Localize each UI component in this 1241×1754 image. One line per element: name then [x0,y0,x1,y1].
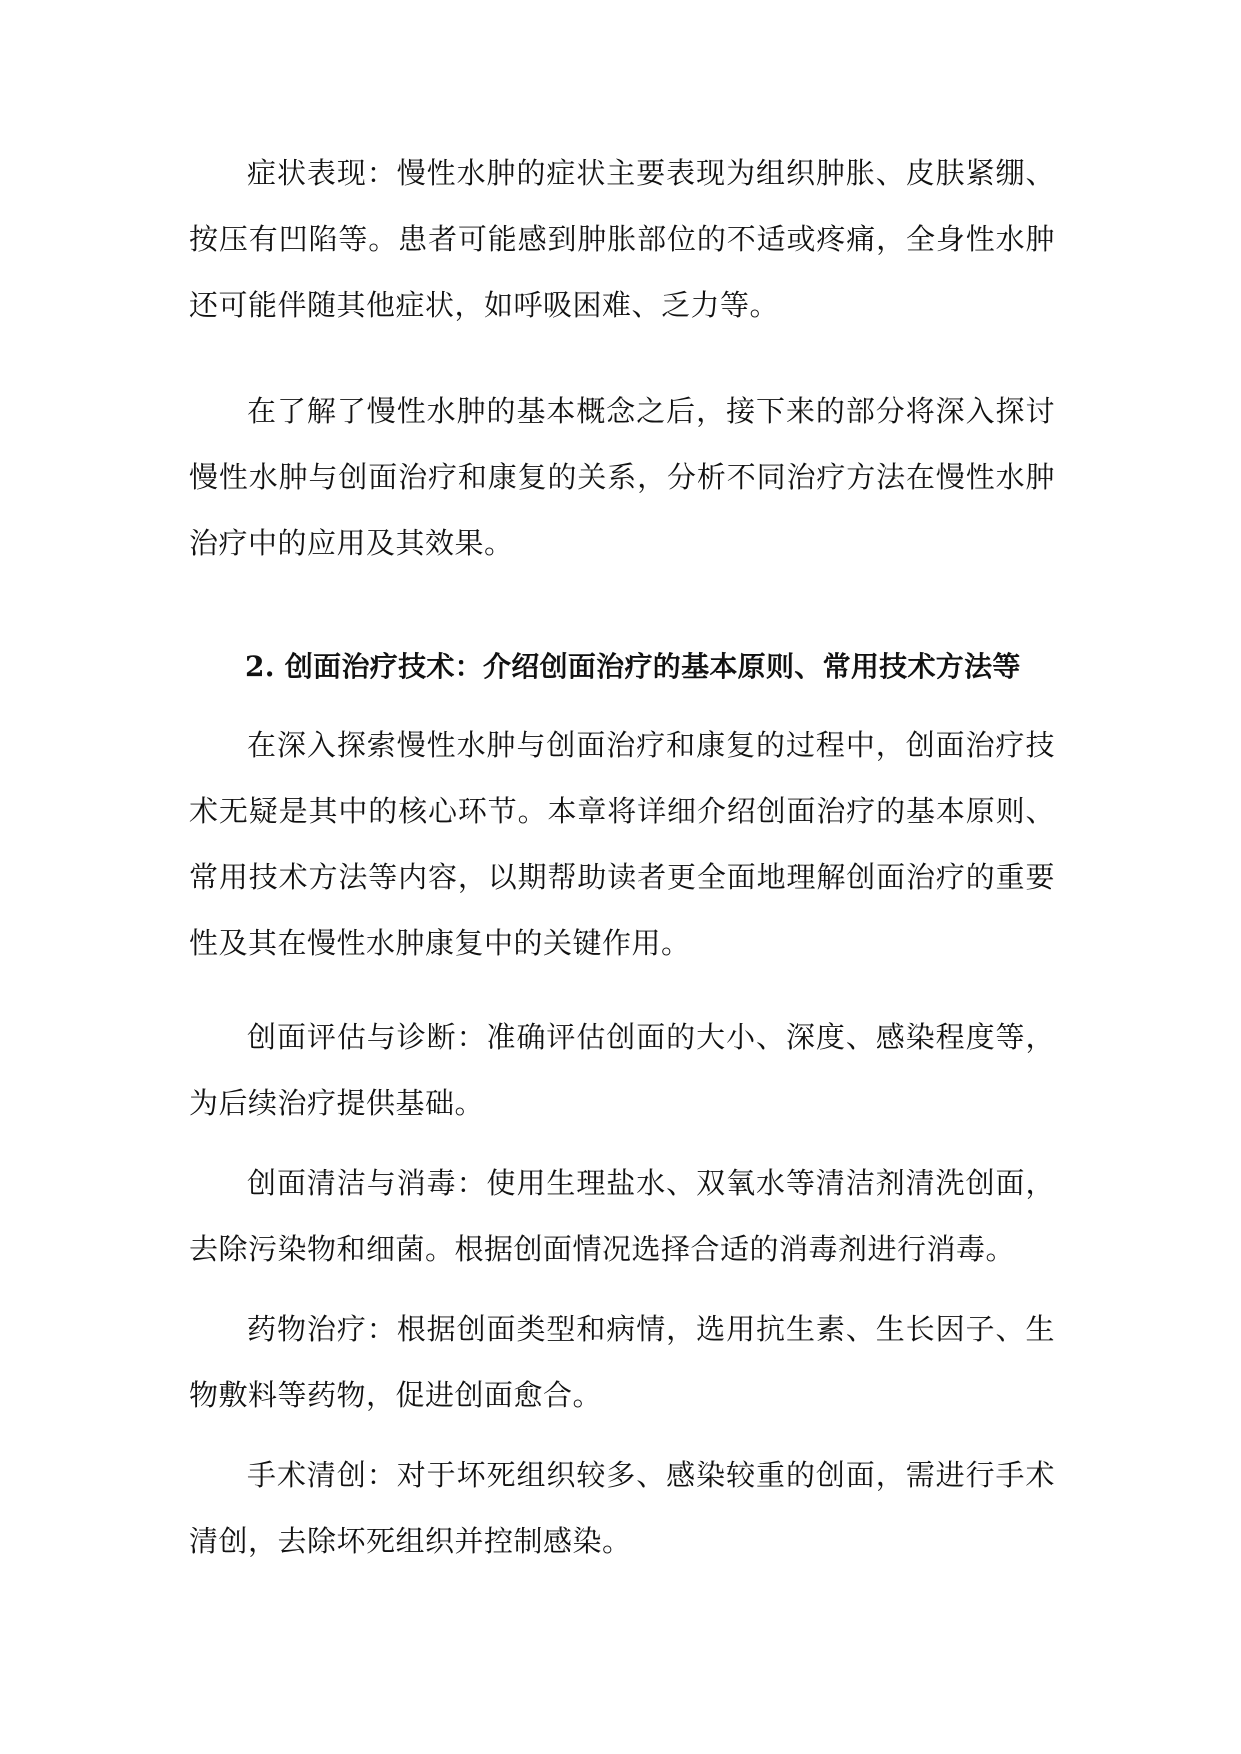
section-heading: 2. 创面治疗技术：介绍创面治疗的基本原则、常用技术方法等 [245,650,1021,683]
paragraph-surgery: 手术清创：对于坏死组织较多、感染较重的创面，需进行手术清创，去除坏死组织并控制感染。 [189,1458,1055,1558]
paragraph-assessment: 创面评估与诊断：准确评估创面的大小、深度、感染程度等，为后续治疗提供基础。 [189,1020,1055,1120]
paragraph-cleaning: 创面清洁与消毒：使用生理盐水、双氧水等清洁剂清洗创面，去除污染物和细菌。根据创面情况选择合适的消毒剂进行消毒。 [189,1166,1055,1266]
paragraph-medication: 药物治疗：根据创面类型和病情，选用抗生素、生长因子、生物敷料等药物，促进创面愈合。 [189,1312,1055,1412]
paragraph-symptoms: 症状表现：慢性水肿的症状主要表现为组织肿胀、皮肤紧绷、按压有凹陷等。患者可能感到肿胀部位的不适或疼痛，全身性水肿还可能伴随其他症状，如呼吸困难、乏力等。 [189,156,1055,322]
paragraph-transition: 在了解了慢性水肿的基本概念之后，接下来的部分将深入探讨慢性水肿与创面治疗和康复的关系，分析不同治疗方法在慢性水肿治疗中的应用及其效果。 [189,394,1055,560]
paragraph-intro: 在深入探索慢性水肿与创面治疗和康复的过程中，创面治疗技术无疑是其中的核心环节。本章将详细介绍创面治疗的基本原则、常用技术方法等内容，以期帮助读者更全面地理解创面治疗的重要性及其在慢性水肿康复中的关键作用。 [189,728,1055,960]
